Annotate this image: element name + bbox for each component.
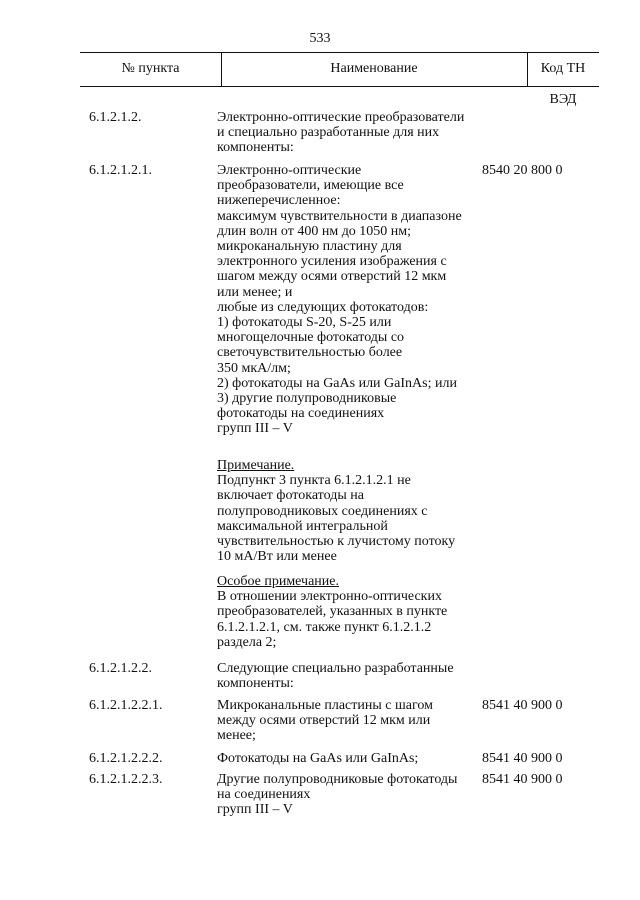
header-name-column: Наименование [330, 61, 418, 76]
item-name-line: на соединениях [217, 787, 311, 803]
item-number: 6.1.2.1.2.2.2. [89, 751, 163, 766]
item-code: 8541 40 900 0 [482, 751, 563, 766]
special-note-heading: Особое примечание. [217, 574, 339, 589]
item-name-line: любые из следующих фотокатодов: [217, 299, 429, 315]
item-code: 8541 40 900 0 [482, 698, 563, 713]
item-name-line: светочувствительностью более [217, 345, 403, 361]
item-name-line: 6.1.2.1.2.1, см. также пункт 6.1.2.1.2 [217, 619, 432, 635]
item-name-line: микроканальную пластину для [217, 239, 402, 255]
item-name-line: нижеперечисленное: [217, 193, 341, 209]
item-name-line: групп III – V [217, 421, 293, 437]
item-name [217, 110, 472, 156]
item-name-line: В отношении электронно-оптических [217, 589, 442, 605]
item-name-line: преобразователи, имеющие все [217, 178, 404, 194]
item-number: 6.1.2.1.2.2.1. [89, 698, 163, 713]
item-name [217, 163, 472, 437]
item-name-line: менее; [217, 728, 256, 744]
item-name [217, 751, 472, 766]
page-number: 533 [309, 31, 331, 46]
item-name-line: Электронно-оптические [217, 163, 362, 178]
item-name-line: Следующие специально разработанные [217, 661, 454, 676]
item-number: 6.1.2.1.2.2. [89, 661, 152, 676]
item-number: 6.1.2.1.2.2.3. [89, 772, 163, 787]
item-name-line: электронного усиления изображения с [217, 254, 447, 270]
header-code-column: Код ТН ВЭД [540, 61, 586, 107]
item-name-line: шагом между осями отверстий 12 мкм [217, 269, 447, 285]
item-name-line: многощелочные фотокатоды со [217, 330, 405, 346]
item-number: 6.1.2.1.2.1. [89, 163, 152, 178]
item-name-line: максимальной интегральной [217, 518, 388, 534]
item-name-line: Подпункт 3 пункта 6.1.2.1.2.1 не [217, 473, 411, 489]
item-name-line: чувствительностью к лучистому потоку [217, 534, 456, 550]
item-name-line: фотокатоды на соединениях [217, 406, 385, 422]
item-name-line: включает фотокатоды на [217, 488, 364, 504]
item-name [217, 458, 472, 564]
item-name-line: максимум чувствительности в диапазоне [217, 208, 462, 224]
item-name-line: компоненты: [217, 676, 294, 692]
note-heading: Примечание. [217, 458, 295, 473]
item-name-line: или менее; и [217, 284, 293, 300]
header-number-column: № пункта [121, 61, 180, 76]
item-name-line: 3) другие полупроводниковые [217, 391, 397, 407]
item-name [217, 574, 472, 650]
item-name-line: раздела 2; [217, 634, 277, 650]
item-name-line: длин волн от 400 нм до 1050 нм; [217, 223, 412, 239]
item-name [217, 661, 472, 691]
table-header [80, 52, 599, 107]
item-name-line: полупроводниковых соединениях с [217, 503, 428, 519]
item-name-line: Электронно-оптические преобразователи [217, 110, 465, 125]
item-code: 8540 20 800 0 [482, 163, 563, 178]
item-code: 8541 40 900 0 [482, 772, 563, 787]
item-number: 6.1.2.1.2. [89, 110, 142, 125]
item-name-line: между осями отверстий 12 мкм или [217, 713, 431, 729]
item-name-line: компоненты: [217, 140, 294, 156]
item-name-line: групп III – V [217, 802, 293, 818]
item-name-line: 2) фотокатоды на GaAs или GaInAs; или [217, 375, 457, 391]
item-name-line: 350 мкА/лм; [217, 360, 291, 376]
item-name-line: Фотокатоды на GaAs или GaInAs; [217, 751, 419, 766]
item-name-line: и специально разработанные для них [217, 125, 440, 141]
item-name-line: преобразователей, указанных в пункте [217, 604, 448, 620]
item-name-line: Другие полупроводниковые фотокатоды [217, 772, 458, 787]
item-name-line: 1) фотокатоды S-20, S-25 или [217, 315, 392, 331]
item-name [217, 698, 472, 744]
item-name-line: 10 мА/Вт или менее [217, 549, 337, 565]
item-name-line: Микроканальные пластины с шагом [217, 698, 433, 713]
item-name [217, 772, 472, 818]
